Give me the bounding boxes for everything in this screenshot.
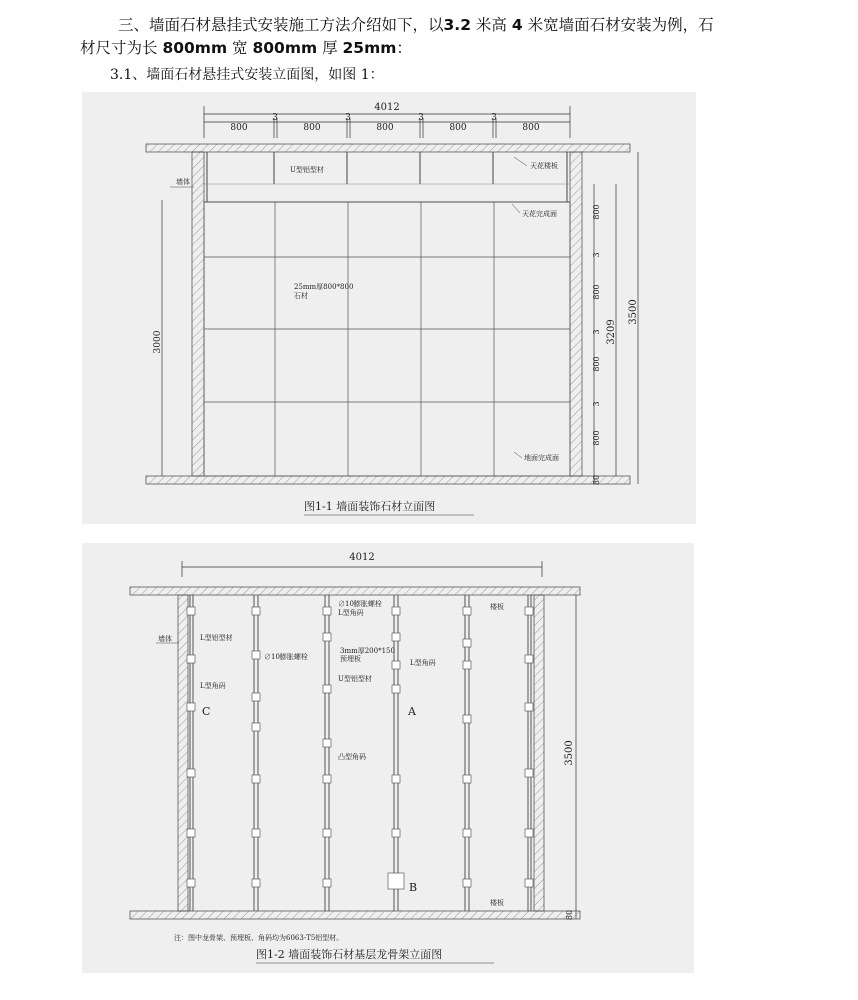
fig2-label-wall: 墙体	[158, 635, 172, 643]
fig2-dim-80: 80	[565, 909, 574, 921]
heading-text-e: 米宽墙面石材安装为例，石	[522, 16, 714, 34]
heading-height-value: 3.2	[443, 16, 471, 34]
fig1-dim-3500: 3500	[628, 299, 639, 325]
fig1-label-ceiling-slab: 天花楼板	[530, 162, 558, 170]
fig2-label-l-bracket: L型角码	[200, 682, 226, 690]
figure-1-drawing	[82, 92, 696, 524]
fig1-dim-800-a: 800	[230, 123, 248, 133]
fig2-ceiling-slab	[130, 587, 580, 595]
fig1-top-total-dim: 4012	[374, 102, 400, 113]
fig2-caption: 图1-2 墙面装饰石材基层龙骨架立面图	[256, 948, 443, 961]
fig1-dim-800-b: 800	[303, 123, 321, 133]
fig1-rdim-800-a: 800	[592, 204, 601, 220]
heading-text-l: ：	[396, 39, 412, 57]
fig2-label-bolt-2: ∅10膨胀螺栓	[264, 653, 308, 661]
fig2-note: 注：图中龙骨架、预埋板、角码均为6063-T5铝型材。	[174, 934, 344, 942]
fig2-top-total-dim: 4012	[349, 552, 375, 563]
fig2-label-l-bracket-2: L型角码	[338, 609, 364, 617]
figure-2-frame-elevation	[82, 543, 694, 973]
heading-text-a: 三、墙面石材悬挂式安装施工方法介绍如下，以	[118, 16, 444, 34]
fig2-label-plate-spec: 3mm厚200*150	[340, 647, 395, 655]
fig1-rdim-3-c: 3	[592, 401, 601, 407]
heading-line-2	[80, 37, 412, 59]
fig2-label-bolt-1: ∅10膨胀螺栓	[338, 600, 382, 608]
fig1-label-stone-spec: 25mm厚800*800	[294, 283, 354, 291]
fig1-dim-3000: 3000	[153, 330, 163, 354]
fig2-right-wall	[534, 595, 544, 911]
fig2-mark-b: B	[409, 881, 418, 894]
fig1-dim-3-d: 3	[491, 113, 497, 123]
fig1-rdim-800-b: 800	[592, 284, 601, 300]
fig1-dim-800-d: 800	[449, 123, 467, 133]
heading-line-1	[118, 14, 714, 36]
fig1-dim-800-e: 800	[522, 123, 540, 133]
fig1-floor-slab	[146, 476, 630, 484]
fig1-dim-800-c: 800	[376, 123, 394, 133]
fig1-rdim-80: 80	[592, 474, 601, 486]
fig1-stone-grid	[204, 202, 570, 476]
subsection-text: 3.1、墙面石材悬挂式安装立面图，如图 1：	[110, 67, 384, 83]
fig2-label-slab-bottom: 楼板	[490, 899, 504, 907]
fig1-caption: 图1-1 墙面装饰石材立面图	[304, 500, 436, 513]
fig1-rdim-3-b: 3	[592, 329, 601, 335]
fig2-mark-c: C	[202, 705, 211, 718]
fig1-label-ceiling-finish: 天花完成面	[522, 210, 557, 218]
fig2-dim-3500: 3500	[564, 740, 575, 766]
heading-length-value: 800mm	[162, 39, 228, 57]
fig2-label-u-profile: U型铝型材	[338, 675, 372, 683]
fig2-label-l-profile: L型铝型材	[200, 634, 233, 642]
fig2-left-wall	[178, 595, 188, 911]
heading-text-h: 宽	[227, 39, 253, 57]
heading-width-value: 4	[511, 16, 523, 34]
fig1-dim-3-b: 3	[345, 113, 351, 123]
heading-thickness-value: 25mm	[342, 39, 397, 57]
heading-breadth-value: 800mm	[252, 39, 318, 57]
fig2-label-plate: 预埋板	[340, 655, 361, 663]
heading-text-j: 厚	[317, 39, 343, 57]
figure-1-elevation	[82, 92, 696, 524]
fig1-dim-3-c: 3	[418, 113, 424, 123]
fig1-label-floor-finish: 地面完成面	[524, 454, 559, 462]
fig2-mark-a: A	[408, 705, 416, 718]
fig1-left-wall	[192, 152, 204, 476]
fig2-label-l-bracket-3: L型角码	[410, 659, 436, 667]
figure-2-drawing	[82, 543, 694, 973]
heading-text-c: 米高	[470, 16, 512, 34]
fig1-rdim-800-d: 800	[592, 430, 601, 446]
fig1-label-wall: 墙体	[176, 178, 190, 186]
fig1-label-stone: 石材	[294, 292, 308, 300]
fig2-floor-slab	[130, 911, 580, 919]
fig1-label-u-profile: U型铝型材	[290, 166, 324, 174]
fig1-ceiling-slab	[146, 144, 630, 152]
fig1-rdim-3-a: 3	[592, 252, 601, 258]
heading-text-f: 材尺寸为长	[80, 39, 163, 57]
fig1-right-wall	[570, 152, 582, 476]
fig1-dim-3-a: 3	[272, 113, 278, 123]
fig1-rdim-800-c: 800	[592, 356, 601, 372]
fig2-label-slab-top: 楼板	[490, 603, 504, 611]
fig2-label-convex-bracket: 凸型角码	[338, 753, 366, 761]
fig1-dim-3209: 3209	[606, 319, 617, 345]
